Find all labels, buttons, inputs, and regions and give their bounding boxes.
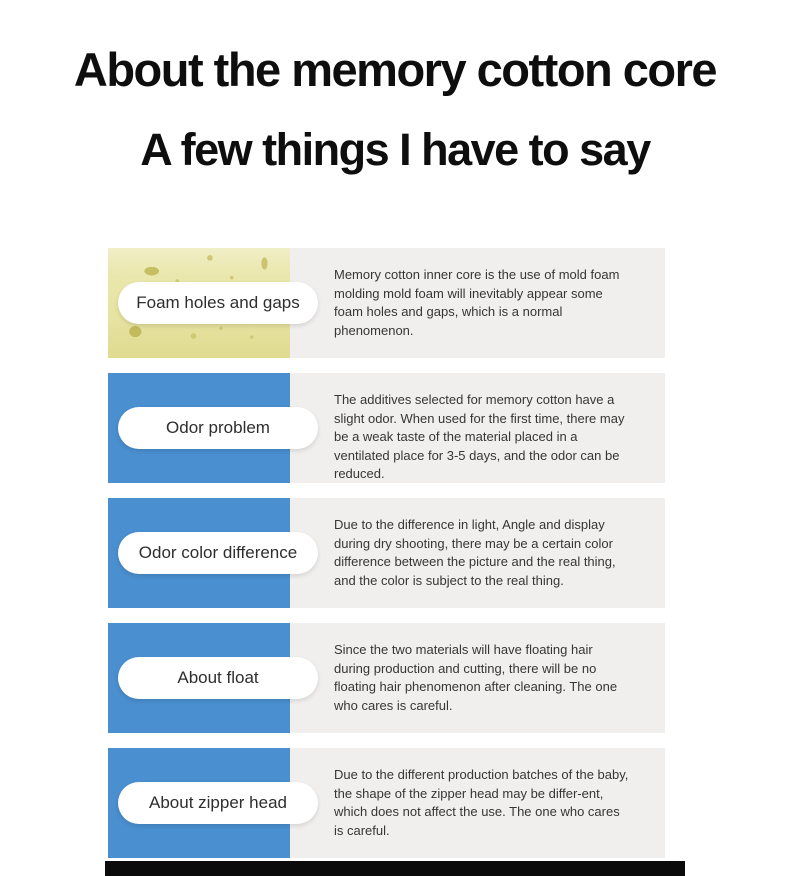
category-pill [118, 282, 318, 324]
category-label: About zipper head [149, 793, 287, 812]
category-label: Odor color difference [138, 543, 298, 562]
category-description: Since the two materials will have floating hair during production and cutting, there will be no floating hair phenomenon after cleaning. The one who cares is careful. [290, 623, 665, 733]
info-rows [108, 248, 665, 873]
page-header [0, 0, 790, 175]
blue-block [108, 498, 298, 608]
row-odor-problem [108, 373, 665, 483]
category-pill [118, 407, 318, 449]
page-title-line2: A few things I have to say [140, 124, 650, 175]
row-about-float [108, 623, 665, 733]
category-description: Due to the difference in light, Angle and display during dry shooting, there may be a certain color difference between the picture and the real thing, and the color is subject to the real thing. [290, 498, 665, 608]
blue-block [108, 748, 290, 858]
row-color-difference [108, 498, 665, 608]
foam-photo [108, 248, 300, 358]
category-description: The additives selected for memory cotton have a slight odor. When used for the first time, there may be a weak taste of the material placed in a ventilated place for 3-5 days, and the odor can be reduced. [290, 373, 665, 483]
blue-block [108, 623, 290, 733]
category-description: Due to the different production batches of the baby, the shape of the zipper head may be differ-ent, which does not affect the use. The one who cares is careful. [290, 748, 665, 858]
category-pill [118, 782, 318, 824]
row-zipper-head [108, 748, 665, 858]
blue-block [108, 373, 290, 483]
category-pill [118, 532, 318, 574]
row-foam-holes [108, 248, 665, 358]
category-label: Foam holes and gaps [136, 293, 300, 312]
footer-divider-bar [105, 861, 685, 876]
category-description: Memory cotton inner core is the use of mold foam molding mold foam will inevitably appear some foam holes and gaps, which is a normal phenomenon. [290, 248, 665, 358]
page-title-line1: About the memory cotton core [73, 43, 717, 96]
category-label: About float [177, 668, 259, 687]
category-pill [118, 657, 318, 699]
category-label: Odor problem [166, 418, 270, 437]
